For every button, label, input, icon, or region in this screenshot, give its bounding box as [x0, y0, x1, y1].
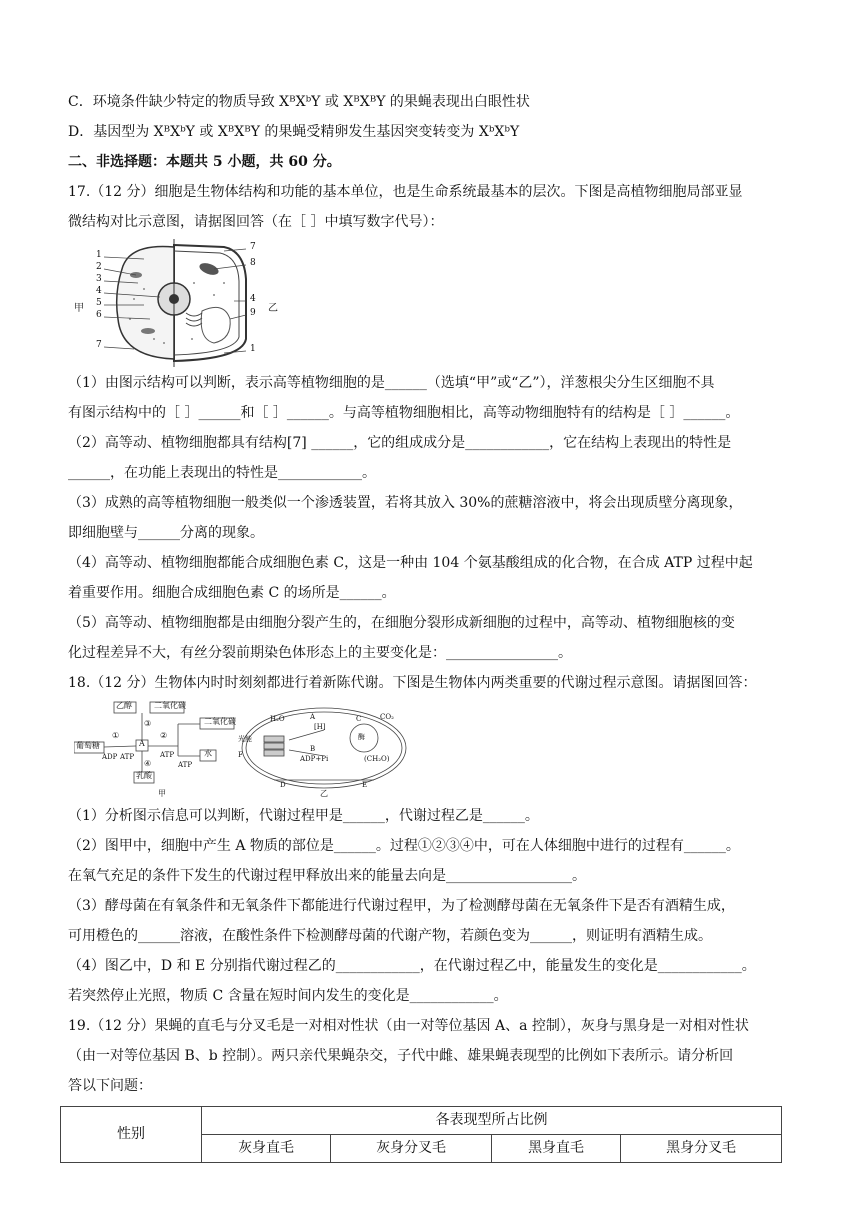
q19-intro-line2: （由一对等位基因 B、b 控制）。两只亲代果蝇杂交，子代中雌、雄果蝇表现型的比例如下表所示。请分析回: [68, 1048, 734, 1064]
step-1: ①: [112, 731, 120, 740]
cell-diagram: [74, 239, 274, 367]
phenotype-ratio-table: [60, 1106, 782, 1163]
box-ethanol: 乙醇: [116, 701, 132, 710]
metabolism-figure: [74, 700, 414, 800]
cell-left-number: 3: [96, 274, 102, 284]
box-glucose: 葡萄糖: [76, 741, 100, 750]
yi-text: 光能: [238, 735, 252, 743]
yi-text: D: [280, 781, 286, 789]
yi-text: F: [238, 751, 243, 759]
section-title: 二、非选择题：本题共 5 小题，共 60 分。: [68, 154, 341, 170]
step-4: ④: [144, 759, 152, 768]
q18-part4-line2: 若突然停止光照，物质 C 含量在短时间内发生的变化是____________。: [68, 988, 508, 1004]
yi-text: 酶: [358, 733, 365, 741]
table-column-header: 黑身分叉毛: [621, 1135, 782, 1163]
q17-part2-line2: ______，在功能上表现出的特性是____________。: [68, 465, 376, 481]
atp-label: ADP: [102, 753, 118, 761]
q17-intro-line2: 微结构对比示意图，请据图回答（在［ ］中填写数字代号）：: [68, 214, 444, 230]
q17-part5-line1: （5）高等动、植物细胞都是由细胞分裂产生的，在细胞分裂形成新细胞的过程中，高等动、植物细胞核的变: [68, 615, 735, 631]
cell-comparison-figure: [74, 239, 278, 367]
atp-label: ATP: [120, 753, 135, 761]
cell-right-number: 1: [250, 344, 256, 354]
yi-text: B: [310, 745, 316, 753]
box-a: A: [139, 739, 145, 748]
cell-right-number: 9: [250, 308, 256, 318]
yi-text: CO₂: [380, 713, 394, 721]
q17-part3-line1: （3）成熟的高等植物细胞一般类似一个渗透装置，若将其放入 30%的蔗糖溶液中，将会出现质壁分离现象，: [68, 495, 743, 511]
table-column-header: 灰身直毛: [202, 1135, 331, 1163]
q18-part1: （1）分析图示信息可以判断，代谢过程甲是______，代谢过程乙是______。: [68, 808, 539, 824]
q18-part2-line1: （2）图甲中，细胞中产生 A 物质的部位是______。过程①②③④中，可在人体细胞中进行的过程有______。: [68, 838, 740, 854]
box-water: 水: [204, 749, 212, 758]
yi-label: 乙: [320, 789, 328, 798]
box-co2-2: 二氧化碳: [204, 717, 236, 726]
cell-left-label: 甲: [74, 303, 84, 314]
q17-part1-line2: 有图示结构中的［ ］______和［ ］______。与高等植物细胞相比，高等动物细胞特有的结构是［ ］______。: [68, 405, 740, 421]
q17-part1-line1: （1）由图示结构可以判断，表示高等植物细胞的是______（选填“甲”或“乙”），洋葱根尖分生区细胞不具: [68, 375, 715, 391]
q18-part2-line2: 在氧气充足的条件下发生的代谢过程甲释放出来的能量去向是__________________。: [68, 868, 586, 884]
step-3: ③: [144, 719, 152, 728]
yi-text: ADP+Pi: [300, 755, 329, 763]
box-co2-1: 二氧化碳: [154, 701, 186, 710]
yi-text: (CH₂O): [364, 755, 390, 763]
box-lactic-acid: 乳酸: [136, 771, 152, 780]
cell-right-number: 8: [250, 258, 256, 268]
q17-intro-line1: 17.（12 分）细胞是生物体结构和功能的基本单位，也是生命系统最基本的层次。下图是高植物细胞局部亚显: [68, 184, 743, 200]
q19-intro-line1: 19.（12 分）果蝇的直毛与分叉毛是一对相对性状（由一对等位基因 A、a 控制），灰身与黑身是一对相对性状: [68, 1018, 749, 1034]
option-c: C．环境条件缺少特定的物质导致 XᴮXᵇY 或 XᴮXᴮY 的果蝇表现出白眼性状: [68, 94, 530, 110]
q18-part3-line1: （3）酵母菌在有氧条件和无氧条件下都能进行代谢过程甲，为了检测酵母菌在无氧条件下是否有酒精生成，: [68, 898, 735, 914]
table-column-header: 灰身分叉毛: [331, 1135, 492, 1163]
cell-right-number: 4: [250, 294, 256, 304]
yi-text: H₂O: [270, 715, 285, 723]
q17-part3-line2: 即细胞壁与______分离的现象。: [68, 525, 264, 541]
cell-left-number: 4: [96, 286, 102, 296]
yi-text: [H]: [314, 723, 326, 731]
jia-label: 甲: [158, 789, 166, 798]
option-d: D．基因型为 XᴮXᵇY 或 XᴮXᴮY 的果蝇受精卵发生基因突变转变为 XᵇXᵇY: [68, 124, 520, 140]
atp-label: ATP: [178, 761, 193, 769]
step-2: ②: [160, 731, 168, 740]
yi-text: C: [356, 715, 362, 723]
table-header-ratio: 各表现型所占比例: [202, 1107, 782, 1135]
cell-left-number: 5: [96, 298, 102, 308]
cell-left-number: 1: [96, 250, 102, 260]
table-header-sex: 性别: [61, 1107, 202, 1163]
q17-part4-line2: 着重要作用。细胞合成细胞色素 C 的场所是______。: [68, 585, 396, 601]
yi-text: E: [362, 781, 368, 789]
cell-right-number: 7: [250, 242, 256, 252]
q18-part3-line2: 可用橙色的______溶液，在酸性条件下检测酵母菌的代谢产物，若颜色变为______，则证明有酒精生成。: [68, 928, 712, 944]
q17-part4-line1: （4）高等动、植物细胞都能合成细胞色素 C，这是一种由 104 个氨基酸组成的化合物，在合成 ATP 过程中起: [68, 555, 753, 571]
exam-page: [68, 92, 793, 1163]
cell-right-label: 乙: [268, 303, 278, 314]
atp-label: ATP: [160, 751, 175, 759]
q18-part4-line1: （4）图乙中，D 和 E 分别指代谢过程乙的____________，在代谢过程乙中，能量发生的变化是____________。: [68, 958, 756, 974]
cell-left-number: 2: [96, 262, 102, 272]
q17-part5-line2: 化过程差异不大，有丝分裂前期染色体形态上的主要变化是：________________。: [68, 645, 572, 661]
q18-intro: 18.（12 分）生物体内时时刻刻都进行着新陈代谢。下图是生物体内两类重要的代谢过程示意图。请据图回答：: [68, 675, 757, 691]
cell-left-number: 6: [96, 310, 102, 320]
cell-left-number: 7: [96, 340, 102, 350]
yi-text: A: [310, 713, 316, 721]
q17-part2-line1: （2）高等动、植物细胞都具有结构[7] ______，它的组成成分是____________，它在结构上表现出的特性是: [68, 435, 732, 451]
table-column-header: 黑身直毛: [492, 1135, 621, 1163]
q19-intro-line3: 答以下问题：: [68, 1078, 152, 1094]
